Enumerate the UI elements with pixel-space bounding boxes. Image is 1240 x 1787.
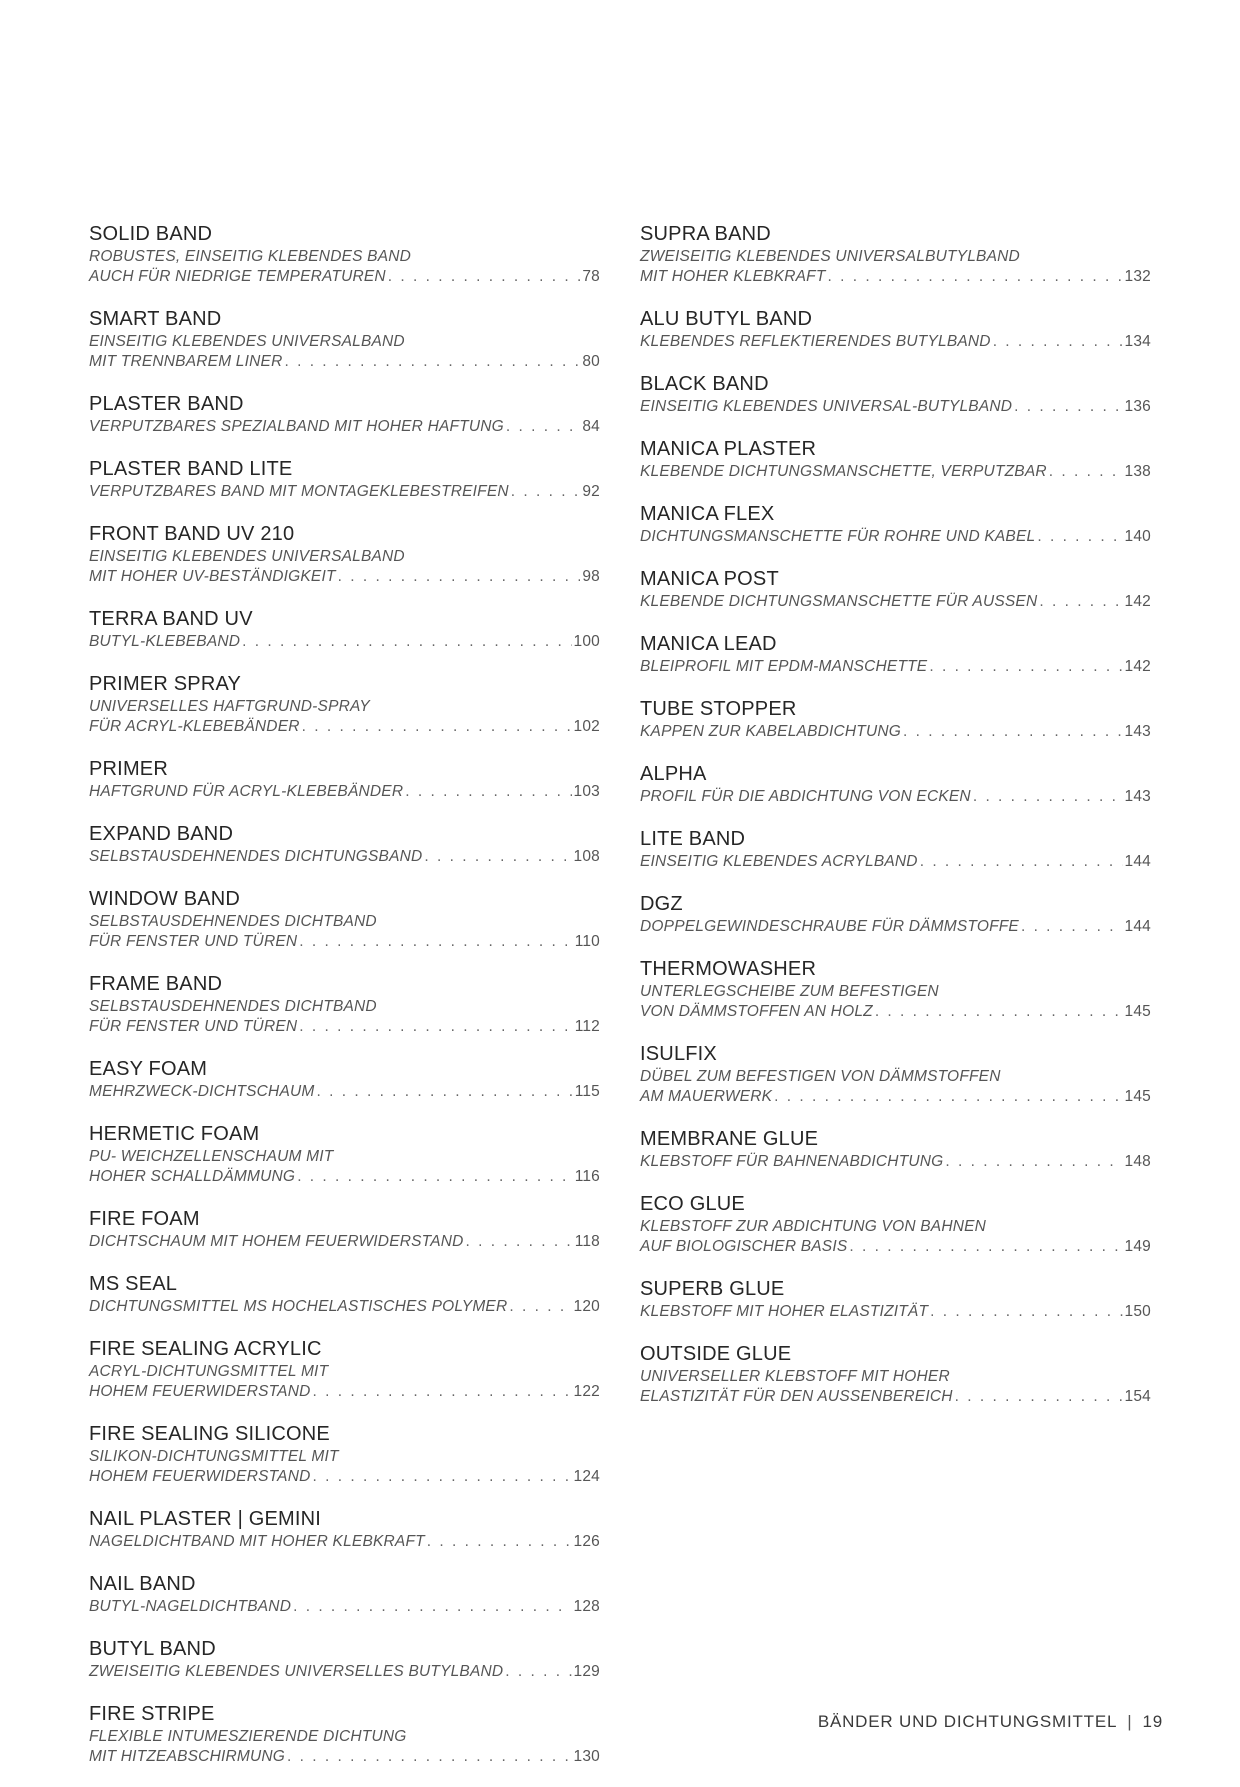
toc-entry-description: SELBSTAUSDEHNENDES DICHTUNGSBAND xyxy=(89,848,423,865)
toc-entry-title: TERRA BAND UV xyxy=(89,608,253,630)
toc-entry xyxy=(640,1342,1151,1407)
toc-entry-description: ZWEISEITIG KLEBENDES UNIVERSELLES BUTYLBAND xyxy=(89,1663,504,1680)
toc-entry-description: EINSEITIG KLEBENDES UNIVERSALBAND xyxy=(89,548,405,565)
toc-entry-title: FIRE SEALING ACRYLIC xyxy=(89,1338,322,1360)
dot-leader xyxy=(511,482,581,502)
toc-entry-description-line xyxy=(89,1382,600,1402)
toc-entry-description: KLEBENDES REFLEKTIERENDES BUTYLBAND xyxy=(640,333,991,350)
toc-entry xyxy=(89,887,600,952)
toc-entry-description: EINSEITIG KLEBENDES ACRYLBAND xyxy=(640,853,918,870)
toc-entry-description-line xyxy=(89,1147,600,1167)
toc-entry-description: DÜBEL ZUM BEFESTIGEN VON DÄMMSTOFFEN xyxy=(640,1068,1001,1085)
toc-entry-description-line xyxy=(89,912,600,932)
toc-entry-description-line xyxy=(640,592,1151,612)
toc-entry xyxy=(89,1057,600,1102)
dot-leader xyxy=(313,1382,572,1402)
toc-entry xyxy=(640,892,1151,937)
toc-entry-description: NAGELDICHTBAND MIT HOHER KLEBKRAFT xyxy=(89,1533,425,1550)
toc-entry-description: FÜR ACRYL-KLEBEBÄNDER xyxy=(89,718,300,735)
toc-entry xyxy=(89,672,600,737)
dot-leader xyxy=(313,1467,572,1487)
toc-entry xyxy=(640,567,1151,612)
toc-entry-description: VERPUTZBARES SPEZIALBAND MIT HOHER HAFTUNG xyxy=(89,418,504,435)
toc-entry xyxy=(89,607,600,652)
toc-entry-title: SUPERB GLUE xyxy=(640,1278,785,1300)
toc-entry-title: EXPAND BAND xyxy=(89,823,234,845)
toc-entry-page-number: 84 xyxy=(582,418,600,435)
dot-leader xyxy=(945,1152,1122,1172)
dot-leader xyxy=(993,332,1123,352)
toc-entry-page-number: 145 xyxy=(1124,1003,1151,1020)
toc-entry-description: AM MAUERWERK xyxy=(640,1088,773,1105)
toc-entry-title: FIRE STRIPE xyxy=(89,1703,215,1725)
toc-entry-description: FLEXIBLE INTUMESZIERENDE DICHTUNG xyxy=(89,1728,407,1745)
toc-entry-description: EINSEITIG KLEBENDES UNIVERSALBAND xyxy=(89,333,405,350)
toc-entry-description-line xyxy=(640,1002,1151,1022)
toc-entry-title: OUTSIDE GLUE xyxy=(640,1343,792,1365)
toc-entry-description: KAPPEN ZUR KABELABDICHTUNG xyxy=(640,723,902,740)
toc-entry-description: DICHTUNGSMITTEL MS HOCHELASTISCHES POLYMER xyxy=(89,1298,508,1315)
toc-entry-description-line xyxy=(640,462,1151,482)
toc-entry-page-number: 142 xyxy=(1124,593,1151,610)
toc-entry-page-number: 143 xyxy=(1124,788,1151,805)
toc-entry-title: MEMBRANE GLUE xyxy=(640,1128,819,1150)
toc-entry-description: KLEBENDE DICHTUNGSMANSCHETTE, VERPUTZBAR xyxy=(640,463,1047,480)
toc-entry-description-line xyxy=(89,1082,600,1102)
toc-entry-description-line xyxy=(640,1237,1151,1257)
toc-entry xyxy=(640,697,1151,742)
toc-entry-page-number: 103 xyxy=(573,783,600,800)
dot-leader xyxy=(299,1017,572,1037)
dot-leader xyxy=(1021,917,1123,937)
toc-entry-title: WINDOW BAND xyxy=(89,888,241,910)
toc-entry-description-line xyxy=(640,247,1151,267)
toc-entry-title: SMART BAND xyxy=(89,308,222,330)
toc-entry xyxy=(89,972,600,1037)
toc-entry xyxy=(89,222,600,287)
toc-entry-description: UNIVERSELLER KLEBSTOFF MIT HOHER xyxy=(640,1368,950,1385)
toc-entry-page-number: 136 xyxy=(1124,398,1151,415)
toc-entry-description: KLEBSTOFF MIT HOHER ELASTIZITÄT xyxy=(640,1303,929,1320)
toc-entry xyxy=(640,1192,1151,1257)
toc-entry-description: BUTYL-KLEBEBAND xyxy=(89,633,241,650)
dot-leader xyxy=(930,1302,1122,1322)
toc-entry-page-number: 138 xyxy=(1124,463,1151,480)
toc-entry-title: FIRE FOAM xyxy=(89,1208,200,1230)
toc-entry-description-line xyxy=(89,697,600,717)
dot-leader xyxy=(849,1237,1122,1257)
toc-entry-page-number: 144 xyxy=(1124,918,1151,935)
toc-entry-title: LITE BAND xyxy=(640,828,746,850)
page-footer xyxy=(818,1712,1163,1732)
toc-entry-title: ALPHA xyxy=(640,763,707,785)
toc-entry-description: ROBUSTES, EINSEITIG KLEBENDES BAND xyxy=(89,248,412,265)
toc-entry-description-line xyxy=(640,917,1151,937)
toc-entry-description-line xyxy=(89,1597,600,1617)
toc-entry-page-number: 102 xyxy=(573,718,600,735)
toc-left-column xyxy=(89,222,600,1787)
toc-entry xyxy=(89,1507,600,1552)
dot-leader xyxy=(405,782,571,802)
dot-leader xyxy=(1037,527,1122,547)
toc-entry-description: VON DÄMMSTOFFEN AN HOLZ xyxy=(640,1003,873,1020)
toc-entry-page-number: 150 xyxy=(1124,1303,1151,1320)
toc-entry-page-number: 145 xyxy=(1124,1088,1151,1105)
toc-entry xyxy=(640,1042,1151,1107)
toc-entry-title: PRIMER SPRAY xyxy=(89,673,242,695)
toc-entry-title: PRIMER xyxy=(89,758,168,780)
toc-entry-description: ELASTIZITÄT FÜR DEN AUSSENBEREICH xyxy=(640,1388,953,1405)
toc-entry-description: KLEBSTOFF ZUR ABDICHTUNG VON BAHNEN xyxy=(640,1218,987,1235)
dot-leader xyxy=(297,1167,573,1187)
toc-entry-description: PU- WEICHZELLENSCHAUM MIT xyxy=(89,1148,334,1165)
toc-entry xyxy=(89,392,600,437)
toc-entry-description: MEHRZWECK-DICHTSCHAUM xyxy=(89,1083,315,1100)
toc-entry-description: MIT HOHER KLEBKRAFT xyxy=(640,268,826,285)
dot-leader xyxy=(427,1532,572,1552)
toc-entry-page-number: 78 xyxy=(582,268,600,285)
toc-entry xyxy=(640,307,1151,352)
dot-leader xyxy=(299,932,572,952)
toc-entry-description: AUCH FÜR NIEDRIGE TEMPERATUREN xyxy=(89,268,386,285)
toc-entry-description: DICHTUNGSMANSCHETTE FÜR ROHRE UND KABEL xyxy=(640,528,1036,545)
toc-entry-description-line xyxy=(89,1467,600,1487)
dot-leader xyxy=(287,1747,572,1767)
dot-leader xyxy=(284,352,580,372)
toc-entry-description: HOHEM FEUERWIDERSTAND xyxy=(89,1468,311,1485)
toc-entry-description-line xyxy=(89,352,600,372)
toc-entry-description-line xyxy=(89,1747,600,1767)
toc-entry-title: ISULFIX xyxy=(640,1043,717,1065)
toc-entry-title: FRONT BAND UV 210 xyxy=(89,523,295,545)
dot-leader xyxy=(1039,592,1122,612)
toc-entry-description: MIT TRENNBAREM LINER xyxy=(89,353,283,370)
dot-leader xyxy=(509,1297,571,1317)
toc-entry xyxy=(89,1122,600,1187)
toc-entry-description-line xyxy=(640,1087,1151,1107)
toc-entry-description-line xyxy=(89,782,600,802)
toc-entry-description: UNTERLEGSCHEIBE ZUM BEFESTIGEN xyxy=(640,983,939,1000)
toc-entry-description: KLEBENDE DICHTUNGSMANSCHETTE FÜR AUSSEN xyxy=(640,593,1038,610)
toc-entry xyxy=(89,1702,600,1767)
toc-entry-description: HAFTGRUND FÜR ACRYL-KLEBEBÄNDER xyxy=(89,783,404,800)
toc-entry-page-number: 92 xyxy=(582,483,600,500)
toc-entry-title: ALU BUTYL BAND xyxy=(640,308,813,330)
toc-entry-description: SELBSTAUSDEHNENDES DICHTBAND xyxy=(89,913,377,930)
dot-leader xyxy=(774,1087,1122,1107)
toc-entry-title: PLASTER BAND xyxy=(89,393,244,415)
toc-entry-title: FIRE SEALING SILICONE xyxy=(89,1423,330,1445)
toc-entry-description-line xyxy=(640,852,1151,872)
toc-entry xyxy=(89,457,600,502)
toc-entry-title: HERMETIC FOAM xyxy=(89,1123,260,1145)
toc-entry-description-line xyxy=(89,247,600,267)
toc-entry-title: MANICA LEAD xyxy=(640,633,777,655)
toc-entry-description: SILIKON-DICHTUNGSMITTEL MIT xyxy=(89,1448,339,1465)
toc-entry xyxy=(640,1127,1151,1172)
toc-entry-page-number: 142 xyxy=(1124,658,1151,675)
toc-entry-page-number: 140 xyxy=(1124,528,1151,545)
toc-entry-page-number: 132 xyxy=(1124,268,1151,285)
toc-entry-description-line xyxy=(89,632,600,652)
toc-entry-title: DGZ xyxy=(640,893,683,915)
toc-entry-page-number: 148 xyxy=(1124,1153,1151,1170)
toc-entry-description: KLEBSTOFF FÜR BAHNENABDICHTUNG xyxy=(640,1153,944,1170)
toc-entry-description-line xyxy=(89,482,600,502)
toc-entry xyxy=(89,522,600,587)
toc-entry-description: MIT HITZEABSCHIRMUNG xyxy=(89,1748,286,1765)
footer-separator: | xyxy=(1127,1712,1133,1731)
toc-entry-page-number: 128 xyxy=(573,1598,600,1615)
toc-entry-description: DOPPELGEWINDESCHRAUBE FÜR DÄMMSTOFFE xyxy=(640,918,1019,935)
toc-entry-title: NAIL BAND xyxy=(89,1573,196,1595)
toc-entry xyxy=(640,502,1151,547)
toc-entry-description: ACRYL-DICHTUNGSMITTEL MIT xyxy=(89,1363,329,1380)
dot-leader xyxy=(466,1232,573,1252)
toc-entry-description-line xyxy=(89,332,600,352)
toc-entry-description-line xyxy=(89,1447,600,1467)
toc-entry-description: DICHTSCHAUM MIT HOHEM FEUERWIDERSTAND xyxy=(89,1233,464,1250)
toc-entry-description: HOHER SCHALLDÄMMUNG xyxy=(89,1168,296,1185)
toc-entry xyxy=(640,632,1151,677)
toc-entry xyxy=(89,1337,600,1402)
dot-leader xyxy=(505,1662,571,1682)
toc-entry-title: ECO GLUE xyxy=(640,1193,745,1215)
dot-leader xyxy=(424,847,571,867)
toc-entry-page-number: 115 xyxy=(574,1083,600,1100)
toc-entry-description: EINSEITIG KLEBENDES UNIVERSAL-BUTYLBAND xyxy=(640,398,1013,415)
toc-entry-description-line xyxy=(89,932,600,952)
toc-entry-description-line xyxy=(89,1297,600,1317)
toc-entry-page-number: 100 xyxy=(573,633,600,650)
toc-entry-description-line xyxy=(640,1302,1151,1322)
toc-entry-description: UNIVERSELLES HAFTGRUND-SPRAY xyxy=(89,698,370,715)
toc-entry-page-number: 143 xyxy=(1124,723,1151,740)
toc-entry-page-number: 98 xyxy=(582,568,600,585)
toc-entry-page-number: 154 xyxy=(1124,1388,1151,1405)
toc-entry xyxy=(640,1277,1151,1322)
toc-entry-title: FRAME BAND xyxy=(89,973,223,995)
dot-leader xyxy=(506,417,580,437)
toc-entry-page-number: 144 xyxy=(1124,853,1151,870)
toc-entry-title: NAIL PLASTER | GEMINI xyxy=(89,1508,322,1530)
dot-leader xyxy=(338,567,581,587)
toc-entry-page-number: 118 xyxy=(574,1233,600,1250)
dot-leader xyxy=(875,1002,1123,1022)
dot-leader xyxy=(955,1387,1123,1407)
toc-entry-description: FÜR FENSTER UND TÜREN xyxy=(89,933,298,950)
toc-entry-page-number: 149 xyxy=(1124,1238,1151,1255)
toc-entry-description-line xyxy=(640,332,1151,352)
toc-entry xyxy=(89,822,600,867)
toc-entry-page-number: 124 xyxy=(573,1468,600,1485)
footer-page-number: 19 xyxy=(1142,1712,1163,1731)
toc-entry-title: PLASTER BAND LITE xyxy=(89,458,293,480)
toc-entry-description-line xyxy=(640,1217,1151,1237)
toc-entry-description-line xyxy=(89,1232,600,1252)
toc-entry-title: EASY FOAM xyxy=(89,1058,208,1080)
toc-entry-title: SUPRA BAND xyxy=(640,223,771,245)
toc-entry-description-line xyxy=(89,1362,600,1382)
toc-entry-description-line xyxy=(640,1387,1151,1407)
toc-entry-description: MIT HOHER UV-BESTÄNDIGKEIT xyxy=(89,568,336,585)
toc-entry xyxy=(89,1422,600,1487)
toc-entry-description-line xyxy=(89,547,600,567)
toc-entry-description: FÜR FENSTER UND TÜREN xyxy=(89,1018,298,1035)
toc-right-column xyxy=(640,222,1151,1427)
toc-entry-description: VERPUTZBARES BAND MIT MONTAGEKLEBESTREIFEN xyxy=(89,483,509,500)
toc-entry xyxy=(640,827,1151,872)
toc-entry xyxy=(89,1637,600,1682)
dot-leader xyxy=(242,632,571,652)
toc-entry-description-line xyxy=(640,787,1151,807)
dot-leader xyxy=(929,657,1122,677)
toc-entry xyxy=(89,307,600,372)
toc-entry xyxy=(640,372,1151,417)
toc-entry-page-number: 122 xyxy=(573,1383,600,1400)
toc-entry-description: BUTYL-NAGELDICHTBAND xyxy=(89,1598,292,1615)
dot-leader xyxy=(388,267,581,287)
toc-entry-description: SELBSTAUSDEHNENDES DICHTBAND xyxy=(89,998,377,1015)
toc-entry-description-line xyxy=(640,267,1151,287)
toc-entry-description-line xyxy=(89,267,600,287)
dot-leader xyxy=(828,267,1123,287)
toc-entry xyxy=(640,957,1151,1022)
toc-entry-description-line xyxy=(640,527,1151,547)
toc-entry-title: THERMOWASHER xyxy=(640,958,817,980)
toc-entry-description-line xyxy=(89,1167,600,1187)
toc-entry-page-number: 120 xyxy=(573,1298,600,1315)
toc-entry-description-line xyxy=(89,717,600,737)
toc-entry xyxy=(89,1572,600,1617)
toc-entry-description-line xyxy=(89,1532,600,1552)
dot-leader xyxy=(1049,462,1123,482)
toc-entry-title: BUTYL BAND xyxy=(89,1638,216,1660)
toc-entry-page-number: 80 xyxy=(582,353,600,370)
toc-entry xyxy=(640,762,1151,807)
dot-leader xyxy=(1014,397,1122,417)
toc-entry-description-line xyxy=(640,1067,1151,1087)
toc-entry-page-number: 134 xyxy=(1124,333,1151,350)
toc-entry-description-line xyxy=(640,657,1151,677)
toc-entry-description: BLEIPROFIL MIT EPDM-MANSCHETTE xyxy=(640,658,928,675)
toc-entry-title: BLACK BAND xyxy=(640,373,769,395)
toc-entry-description-line xyxy=(89,1727,600,1747)
toc-entry xyxy=(89,1272,600,1317)
dot-leader xyxy=(903,722,1123,742)
toc-entry-title: MANICA FLEX xyxy=(640,503,775,525)
toc-entry-description-line xyxy=(640,1152,1151,1172)
toc-entry-description-line xyxy=(640,397,1151,417)
toc-entry-page-number: 108 xyxy=(573,848,600,865)
toc-entry-page-number: 129 xyxy=(573,1663,600,1680)
toc-entry-description-line xyxy=(89,417,600,437)
toc-entry-page-number: 116 xyxy=(574,1168,600,1185)
toc-entry-title: TUBE STOPPER xyxy=(640,698,797,720)
dot-leader xyxy=(317,1082,573,1102)
dot-leader xyxy=(293,1597,571,1617)
toc-entry xyxy=(89,1207,600,1252)
toc-entry-description: AUF BIOLOGISCHER BASIS xyxy=(640,1238,848,1255)
toc-entry-description: PROFIL FÜR DIE ABDICHTUNG VON ECKEN xyxy=(640,788,971,805)
dot-leader xyxy=(302,717,572,737)
toc-entry-title: SOLID BAND xyxy=(89,223,213,245)
toc-entry-title: MANICA POST xyxy=(640,568,779,590)
toc-entry-description-line xyxy=(89,847,600,867)
dot-leader xyxy=(973,787,1123,807)
toc-entry xyxy=(640,437,1151,482)
footer-section-title: BÄNDER UND DICHTUNGSMITTEL xyxy=(817,1712,1118,1731)
toc-entry-page-number: 110 xyxy=(574,933,600,950)
toc-entry-description-line xyxy=(89,567,600,587)
toc-entry-page-number: 130 xyxy=(573,1748,600,1765)
toc-entry-page-number: 112 xyxy=(574,1018,600,1035)
toc-entry-title: MANICA PLASTER xyxy=(640,438,817,460)
toc-entry xyxy=(89,757,600,802)
toc-entry-page-number: 126 xyxy=(573,1533,600,1550)
toc-entry-title: MS SEAL xyxy=(89,1273,178,1295)
toc-entry-description-line xyxy=(89,1017,600,1037)
toc-entry-description: HOHEM FEUERWIDERSTAND xyxy=(89,1383,311,1400)
toc-entry-description-line xyxy=(89,1662,600,1682)
toc-entry-description-line xyxy=(640,722,1151,742)
toc-entry xyxy=(640,222,1151,287)
toc-entry-description: ZWEISEITIG KLEBENDES UNIVERSALBUTYLBAND xyxy=(640,248,1020,265)
toc-entry-description-line xyxy=(640,982,1151,1002)
toc-entry-description-line xyxy=(89,997,600,1017)
toc-entry-description-line xyxy=(640,1367,1151,1387)
dot-leader xyxy=(920,852,1123,872)
